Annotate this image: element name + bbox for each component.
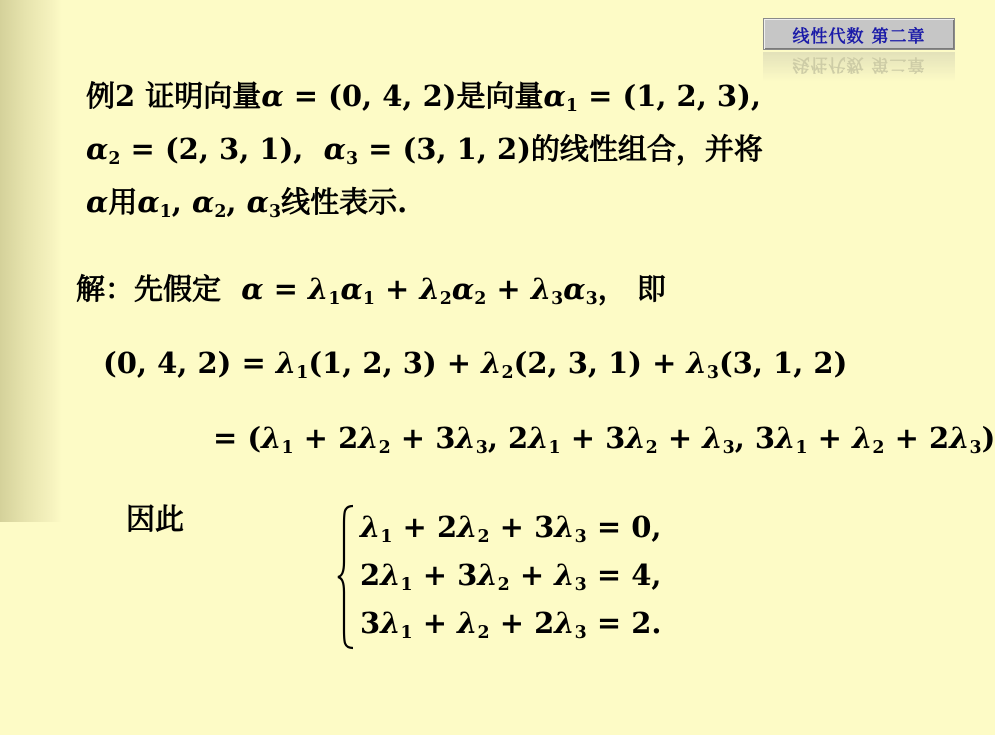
problem-line-2: $\alpha_2 = (2$, 3, 1), $\alpha_3 = (3$, 1, 2)的线性组合，并将: [86, 132, 763, 169]
problem-text-5: 线性表示.: [281, 185, 408, 219]
therefore-label: 因此: [126, 502, 185, 536]
expansion-line-1: (0, 4, $2) = \lambda_1(1$, 2, $3) + \lambda_2(2$, 3, $1) + \lambda_3(3$, 1, 2): [103, 346, 848, 383]
problem-text-1: 证明向量: [145, 79, 262, 113]
eq1-rhs: = 0,: [596, 510, 662, 544]
problem-text-2: 是向量: [456, 79, 544, 113]
solution-label: 解：先假定: [76, 272, 222, 306]
chapter-badge-reflection: [763, 52, 955, 82]
lhs-vector: (0, 4, 2): [103, 346, 232, 380]
solution-line-1: 解：先假定 $\alpha = \lambda_1\alpha_1 + \lambda_2\alpha_2 + \lambda_3\alpha_3$， 即: [76, 272, 666, 309]
problem-line-1: 例2 证明向量α = (0, 4, 2)是向量$\alpha_1 = (1$, 2, 3),: [86, 79, 761, 116]
problem-text-3: 的线性组合，并将: [530, 132, 763, 166]
alpha-symbol: α: [261, 79, 284, 113]
alpha2-vector: (2, 3, 1),: [164, 132, 304, 166]
example-label: 例2: [86, 79, 136, 113]
assume-end: ，: [597, 272, 627, 306]
system-eq-3: $3\lambda_1 + \lambda_2 + 2\lambda_3 = 2$.: [360, 606, 662, 643]
eq3-rhs: = 2.: [596, 606, 662, 640]
chapter-badge-label: 线性代数 第二章: [763, 18, 955, 50]
problem-text-4: 用: [108, 185, 138, 219]
system-eq-2: $2\lambda_1 + 3\lambda_2 + \lambda_3 = 4$,: [360, 558, 662, 595]
alpha1-vector: (1, 2, 3),: [622, 79, 761, 113]
system-eq-1: $\lambda_1 + 2\lambda_2 + 3\lambda_3 = 0$,: [360, 510, 662, 547]
badge-reflection-text: 线性代数 第二章: [792, 54, 926, 75]
problem-line-3: α用$\alpha_1$, $\alpha_2$, $\alpha_3$线性表示.: [86, 185, 408, 222]
left-brace: [336, 502, 356, 652]
equation-system: [336, 502, 676, 652]
assume-suffix: 即: [636, 272, 666, 306]
alpha-vector: (0, 4, 2): [328, 79, 457, 113]
left-decor-bar: [0, 0, 62, 522]
expansion-line-2: = ($\lambda_1 + 2\lambda_2 + 3\lambda_3$, $2\lambda_1 + 3\lambda_2 + \lambda_3$, $3\lambda_1 + \lambda_2 + 2\lambda_3$): [213, 421, 995, 458]
chapter-badge: [763, 18, 955, 82]
eq2-rhs: = 4,: [596, 558, 662, 592]
alpha3-vector: (3, 1, 2): [402, 132, 531, 166]
